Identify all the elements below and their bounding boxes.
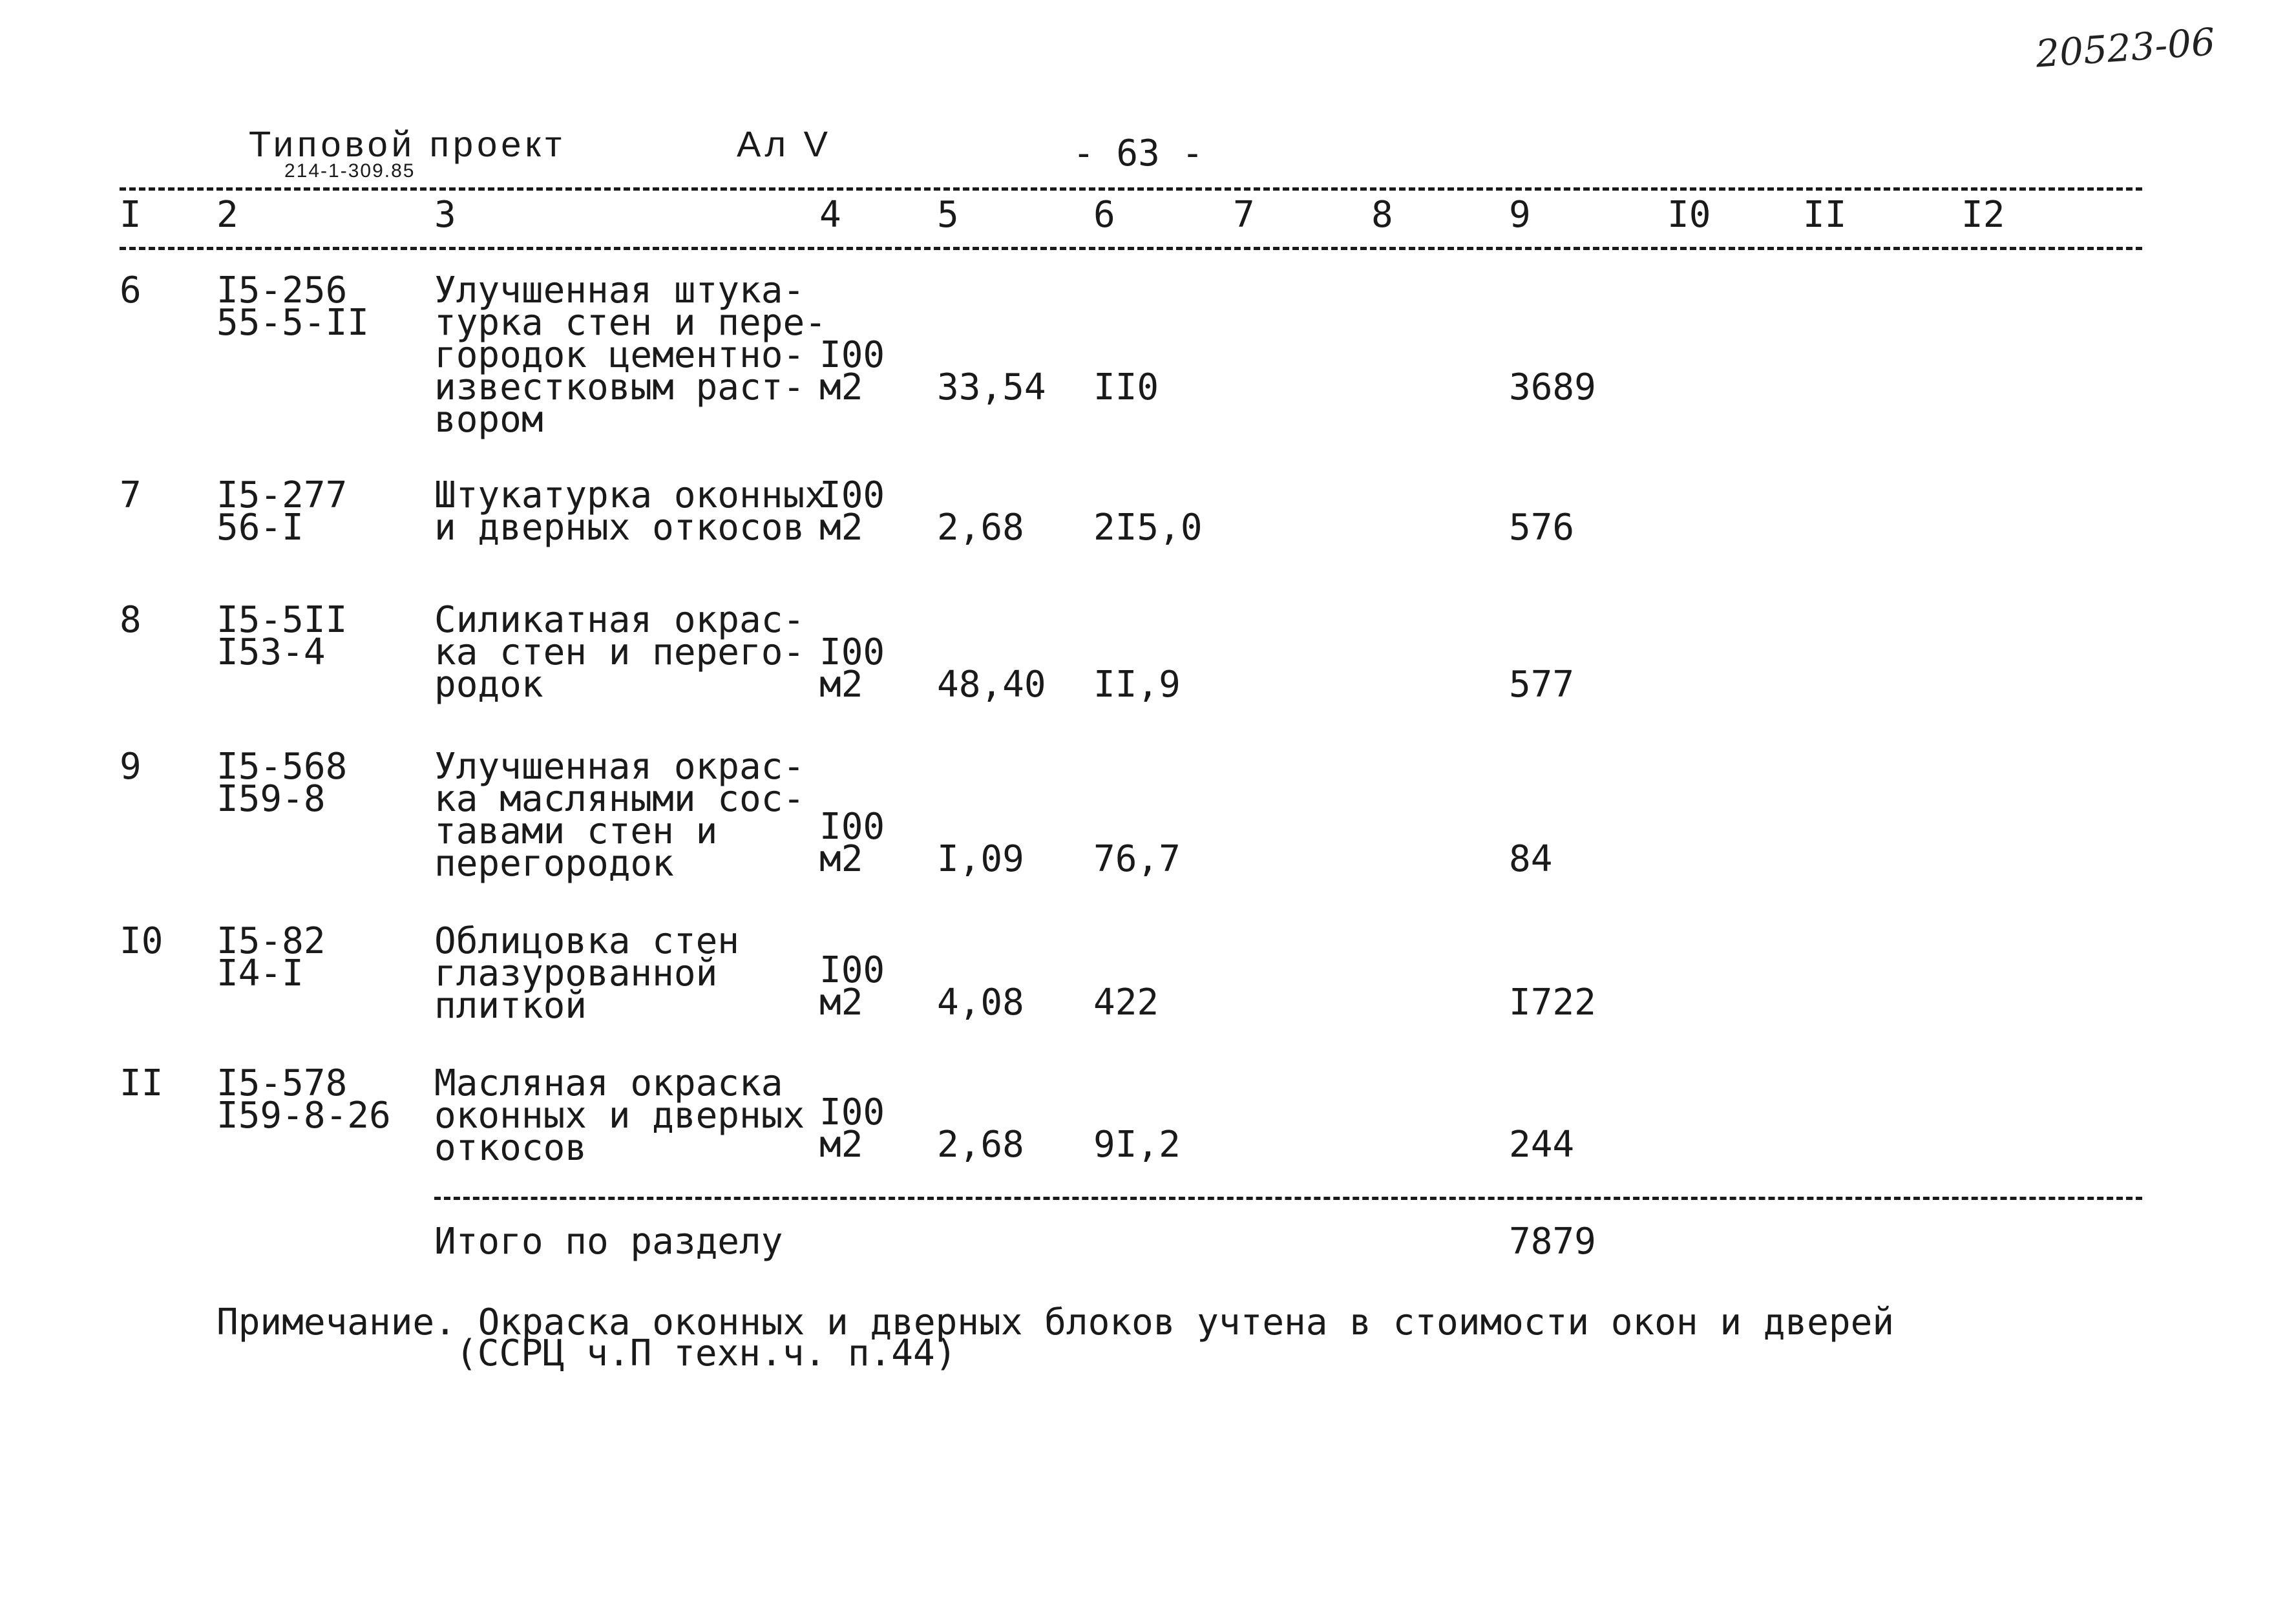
row-total: 577 — [1509, 664, 1575, 706]
row-number: 7 — [120, 474, 142, 516]
header-top-rule — [120, 187, 2142, 191]
note-line-2: (ССРЦ ч.П техн.ч. п.44) — [456, 1332, 957, 1374]
row-unit: I00 м2 — [819, 949, 885, 1024]
col-header-10: I0 — [1667, 194, 1711, 236]
page-number: - 63 - — [1073, 132, 1204, 174]
row-total: 576 — [1509, 507, 1575, 549]
col-header-2: 2 — [216, 194, 238, 236]
summary-label: Итого по разделу — [434, 1221, 783, 1263]
row-unit-price: 76,7 — [1093, 838, 1181, 880]
header-album: Ал V — [737, 123, 832, 164]
header-title: Типовой проект — [249, 123, 566, 164]
row-quantity: 2,68 — [937, 507, 1024, 549]
row-code: I5-578 I59-8-26 — [216, 1062, 391, 1137]
header-bottom-rule — [120, 247, 2142, 250]
row-quantity: 2,68 — [937, 1124, 1024, 1166]
col-header-4: 4 — [819, 194, 841, 236]
row-quantity: 4,08 — [937, 982, 1024, 1024]
row-total: 84 — [1509, 838, 1553, 880]
row-code: I5-256 55-5-II — [216, 269, 370, 344]
row-unit: I00 м2 — [819, 806, 885, 880]
col-header-6: 6 — [1093, 194, 1115, 236]
row-code: I5-568 I59-8 — [216, 746, 348, 820]
row-unit-price: II0 — [1093, 366, 1159, 408]
note-line-1: Примечание. Окраска оконных и дверных блоков учтена в стоимости окон и дверей — [216, 1301, 1895, 1343]
row-number: 9 — [120, 746, 142, 788]
archive-stamp: 20523-06 — [2034, 19, 2217, 76]
row-unit: I00 м2 — [819, 474, 885, 549]
summary-rule — [434, 1197, 2142, 1200]
row-name: Улучшенная окрас- ка масляными сос- тавами стен и перегородок — [434, 746, 805, 885]
row-code: I5-5II I53-4 — [216, 599, 348, 673]
row-number: II — [120, 1062, 163, 1104]
col-header-8: 8 — [1371, 194, 1393, 236]
row-unit-price: 2I5,0 — [1093, 507, 1203, 549]
row-name: Облицовка стен глазурованной плиткой — [434, 920, 740, 1027]
row-unit: I00 м2 — [819, 334, 885, 408]
col-header-7: 7 — [1233, 194, 1255, 236]
row-number: 6 — [120, 269, 142, 311]
summary-total: 7879 — [1509, 1221, 1596, 1263]
row-unit: I00 м2 — [819, 1091, 885, 1166]
row-name: Улучшенная штука- турка стен и пере- городок цементно- известковым раст- вором — [434, 269, 827, 441]
row-name: Силикатная окрас- ка стен и перего- родок — [434, 599, 805, 706]
row-unit-price: 422 — [1093, 982, 1159, 1024]
col-header-11: II — [1803, 194, 1847, 236]
row-total: 3689 — [1509, 366, 1596, 408]
col-header-3: 3 — [434, 194, 456, 236]
row-unit-price: 9I,2 — [1093, 1124, 1181, 1166]
row-quantity: I,09 — [937, 838, 1024, 880]
row-quantity: 33,54 — [937, 366, 1046, 408]
row-code: I5-277 56-I — [216, 474, 348, 549]
row-total: 244 — [1509, 1124, 1575, 1166]
row-total: I722 — [1509, 982, 1596, 1024]
col-header-9: 9 — [1509, 194, 1531, 236]
row-name: Штукатурка оконных и дверных откосов — [434, 474, 827, 549]
col-header-1: I — [120, 194, 142, 236]
row-code: I5-82 I4-I — [216, 920, 326, 994]
row-unit-price: II,9 — [1093, 664, 1181, 706]
row-unit: I00 м2 — [819, 631, 885, 706]
col-header-12: I2 — [1961, 194, 2005, 236]
row-number: 8 — [120, 599, 142, 641]
col-header-5: 5 — [937, 194, 959, 236]
row-number: I0 — [120, 920, 163, 962]
row-quantity: 48,40 — [937, 664, 1046, 706]
row-name: Масляная окраска оконных и дверных откосов — [434, 1062, 805, 1169]
header-project-number: 214-1-309.85 — [284, 160, 416, 182]
